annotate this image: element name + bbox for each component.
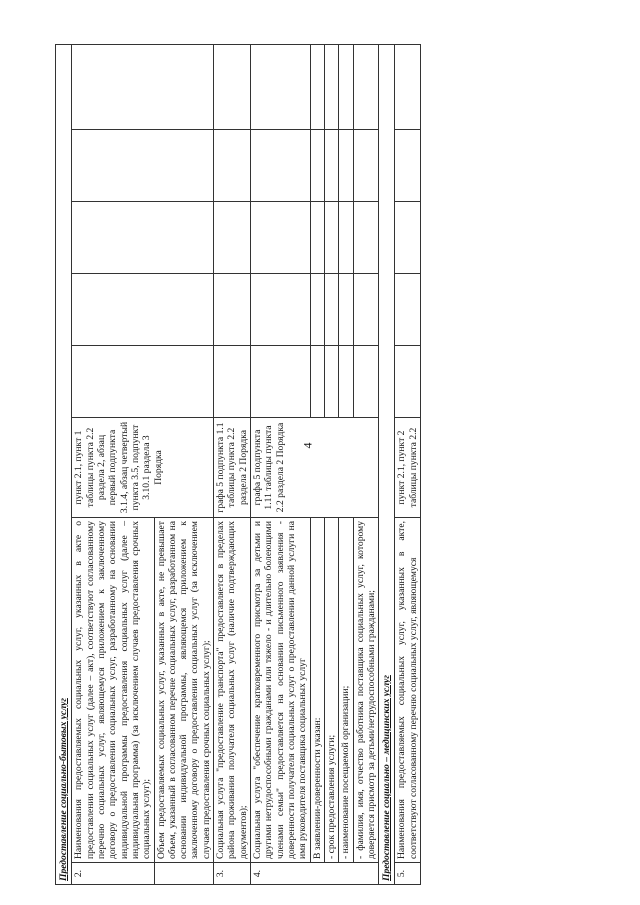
section-title-household: Предоставление социально-бытовых услуг <box>56 44 72 884</box>
empty-cell <box>72 274 214 346</box>
reference-text: графа 5 подпункта 1.11 таблицы пункта 2.2 раздела 2 Порядка <box>251 418 379 518</box>
row-number <box>154 863 214 885</box>
table-row <box>395 44 421 884</box>
section-header-row <box>56 44 72 884</box>
empty-cell <box>310 274 324 346</box>
empty-cell <box>251 202 311 274</box>
empty-cell <box>214 346 251 418</box>
sub-item-text: - наименование посещаемой организации; <box>339 518 353 863</box>
empty-cell <box>214 202 251 274</box>
empty-cell <box>353 44 379 129</box>
empty-cell <box>310 346 324 418</box>
empty-cell <box>353 202 379 274</box>
empty-cell <box>395 274 421 346</box>
empty-cell <box>72 346 214 418</box>
reference-text: пункт 2.1, пункт 2 таблицы пункта 2.2 <box>395 418 421 518</box>
table-row <box>251 44 311 884</box>
empty-cell <box>395 346 421 418</box>
empty-cell <box>72 44 214 129</box>
empty-cell <box>251 130 311 202</box>
empty-cell <box>395 130 421 202</box>
empty-cell <box>214 274 251 346</box>
empty-cell <box>353 274 379 346</box>
sub-item-text: - срок предоставления услуги; <box>324 518 338 863</box>
empty-cell <box>310 44 324 129</box>
sub-item-text: - фамилия, имя, отчество работника поставщика социальных услуг, которому доверяется присмотр за детьми/нетрудоспособными гражданами; <box>353 518 379 863</box>
empty-cell <box>324 274 338 346</box>
empty-cell <box>395 202 421 274</box>
empty-cell <box>251 346 311 418</box>
table-row <box>72 44 154 884</box>
row-number: 2. <box>72 863 154 885</box>
empty-cell <box>353 130 379 202</box>
empty-cell <box>324 130 338 202</box>
empty-cell <box>395 44 421 129</box>
empty-cell <box>339 274 353 346</box>
empty-cell <box>339 202 353 274</box>
empty-cell <box>324 346 338 418</box>
reference-text: графа 5 подпункта 1.1 таблицы пункта 2.2 раздела 2 Порядка <box>214 418 251 518</box>
requirement-text: Социальная услуга "обеспечение кратковременного присмотра за детьми и другими нетрудоспособными гражданами или тяжело - и длительно болеющими членами семьи" предоставляется на основании письменного заявления - доверенности получателя социальных услуг о предоставлении данной услуги на имя руководителя поставщика социальных услуг <box>251 518 311 863</box>
checklist-table <box>55 44 421 885</box>
reference-text: пункт 2.1, пункт 1 таблицы пункта 2.2 раздела 2, абзац первый подпункта 3.1.4, абзац четвертый пункта 3.5, подпункт 3.10.1 раздела 3 Порядка <box>72 418 214 518</box>
empty-cell <box>214 130 251 202</box>
empty-cell <box>310 202 324 274</box>
empty-cell <box>251 44 311 129</box>
empty-cell <box>310 130 324 202</box>
rotated-table-page <box>55 65 615 885</box>
table-row <box>214 44 251 884</box>
section-header-row <box>379 44 395 884</box>
empty-cell <box>353 346 379 418</box>
row-number: 4. <box>251 863 379 885</box>
empty-cell <box>72 130 214 202</box>
empty-cell <box>214 44 251 129</box>
empty-cell <box>339 346 353 418</box>
requirement-text: Объем предоставляемых социальных услуг, указанных в акте, не превышает объем, указанный в согласованном перечне социальных услуг, разработанном на основании индивидуальной программы, являющемся приложением к заключенному договору о предоставлении социальных услуг (за исключением случаев предоставления срочных социальных услуг); <box>154 518 214 863</box>
row-number: 5. <box>395 863 421 885</box>
empty-cell <box>324 44 338 129</box>
empty-cell <box>251 274 311 346</box>
empty-cell <box>339 44 353 129</box>
section-title-medical: Предоставление социально – медицинских услуг <box>379 44 395 884</box>
page-number: 4 <box>300 442 315 449</box>
requirement-text: Социальная услуга "предоставление транспорта" предоставляется в пределах района проживания получателя социальных услуг (наличие подтверждающих документов); <box>214 518 251 863</box>
requirement-text: Наименования предоставляемых социальных услуг, указанных в акте, соответствуют согласованному перечню социальных услуг, являющемуся <box>395 518 421 863</box>
sub-item-text: В заявлении-доверенности указан: <box>310 518 324 863</box>
empty-cell <box>72 202 214 274</box>
row-number: 3. <box>214 863 251 885</box>
empty-cell <box>339 130 353 202</box>
empty-cell <box>324 202 338 274</box>
requirement-text: Наименования предоставляемых социальных услуг, указанных в акте о предоставлении социальных услуг (далее – акт), соответствуют согласованному перечню социальных услуг, являющемуся приложением к заключенному договору о предоставлении социальных услуг, разработанному на основании индивидуальной программы предоставления социальных услуг (далее – индивидуальная программа) (за исключением случаев предоставления срочных социальных услуг); <box>72 518 154 863</box>
